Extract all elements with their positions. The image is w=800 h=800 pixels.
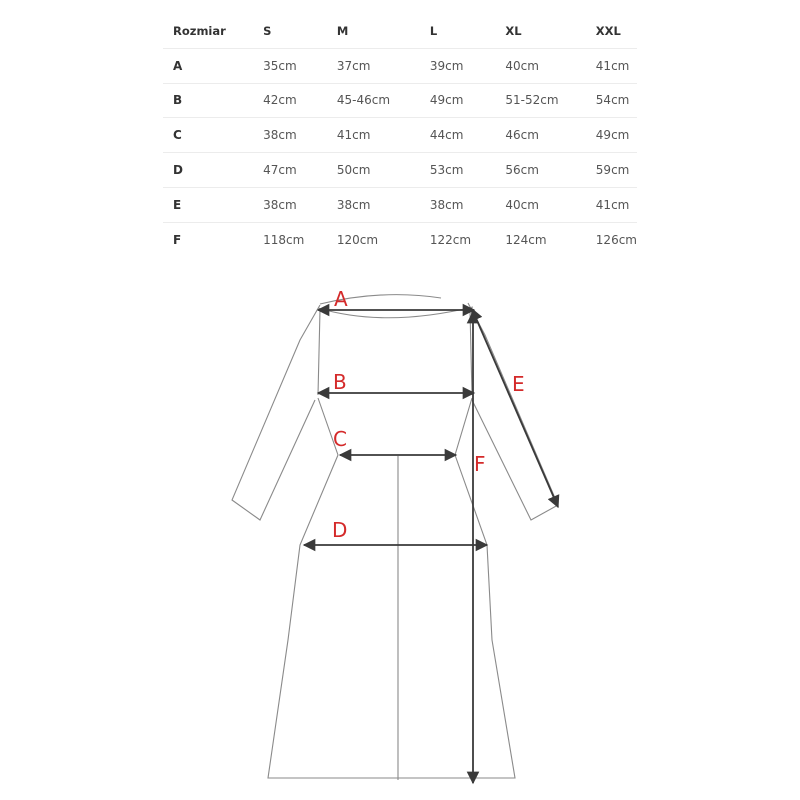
label-a: A (334, 287, 348, 311)
row-label: B (163, 83, 253, 118)
table-cell: 122cm (429, 232, 472, 247)
table-cell: 118cm (263, 232, 305, 247)
table-cell: 44cm (420, 118, 496, 153)
header-size-s: S (253, 14, 327, 48)
table-cell: 40cm (495, 187, 585, 222)
table-cell: 47cm (253, 153, 327, 188)
table-cell: 49cm (586, 118, 637, 153)
table-cell: 38cm (253, 118, 327, 153)
arrow-e (472, 309, 558, 507)
row-label: C (163, 118, 253, 153)
label-b: B (333, 370, 347, 394)
label-c: C (333, 427, 347, 451)
label-e: E (512, 372, 525, 396)
table-cell: 59cm (586, 153, 637, 188)
header-size-xxl: XXL (586, 14, 637, 48)
table-cell: 50cm (327, 153, 420, 188)
table-cell: 49cm (420, 83, 496, 118)
header-size-label: Rozmiar (163, 14, 253, 48)
right-sleeve-outline (468, 303, 558, 520)
label-d: D (332, 518, 348, 542)
table-cell: 42cm (253, 83, 327, 118)
label-f: F (474, 452, 486, 476)
table-cell: 56cm (495, 153, 585, 188)
table-cell: 41cm (586, 48, 637, 83)
header-size-l: L (420, 14, 496, 48)
table-cell: 126cm (595, 232, 637, 247)
skirt-outline (268, 455, 515, 778)
table-cell: 46cm (495, 118, 585, 153)
table-cell: 124cm (505, 232, 547, 247)
row-label: A (163, 48, 253, 83)
left-sleeve-outline (232, 305, 320, 520)
table-cell: 54cm (586, 83, 637, 118)
table-cell: 40cm (495, 48, 585, 83)
table-cell: 38cm (327, 187, 420, 222)
header-size-m: M (327, 14, 420, 48)
table-cell: 120cm (336, 232, 379, 247)
table-cell: 41cm (327, 118, 420, 153)
table-cell: 51-52cm (495, 83, 585, 118)
table-cell: 37cm (327, 48, 420, 83)
table-cell: 41cm (586, 187, 637, 222)
header-size-xl: XL (495, 14, 585, 48)
row-label: D (163, 153, 253, 188)
row-label: F (173, 232, 182, 247)
dress-outline (232, 295, 558, 780)
table-cell: 35cm (253, 48, 327, 83)
row-label: E (163, 187, 253, 222)
table-cell: 38cm (420, 187, 496, 222)
measurement-labels (332, 287, 525, 542)
table-cell: 53cm (420, 153, 496, 188)
table-cell: 38cm (253, 187, 327, 222)
table-cell: 39cm (420, 48, 496, 83)
table-cell: 45-46cm (327, 83, 420, 118)
